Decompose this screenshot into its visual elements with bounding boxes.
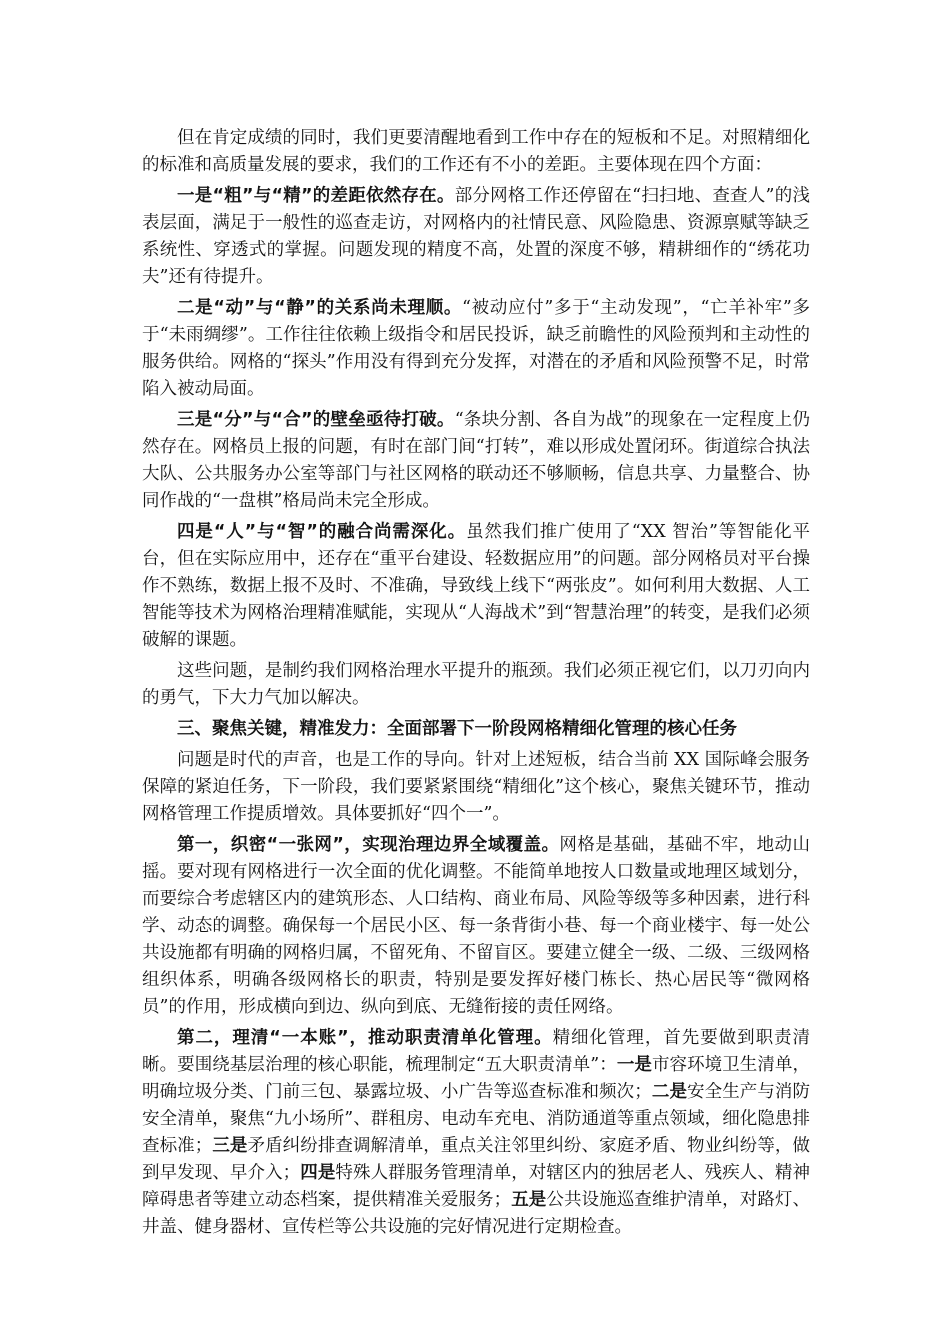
paragraph-task-two (142, 1025, 810, 1241)
paragraph-text: 虽然我们推广使用了“XX 智治”等智能化平台，但在实际应用中，还存在“重平台建设、轻数据应用”的问题。部分网格员对平台操作不熟练，数据上报不及时、不准确，导致线上线下“两张皮”。如何利用大数据、人工智能等技术为网格治理精准赋能，实现从“人海战术”到“智慧治理”的转变，是我们必须破解的课题。 (142, 522, 810, 650)
paragraph-task-one (142, 832, 810, 1021)
document-page (142, 125, 810, 1245)
paragraph-point-four (142, 519, 810, 654)
paragraph-lead: 第二，理清“一本账”，推动职责清单化管理。 (177, 1028, 553, 1048)
paragraph-text: 精细化管理，首先要做到职责清晰。要围绕基层治理的核心职能，梳理制定“五大职责清单”： (142, 1028, 810, 1075)
paragraph-lead: 第一，织密“一张网”，实现治理边界全域覆盖。 (177, 835, 560, 855)
paragraph-text: 问题是时代的声音，也是工作的导向。针对上述短板，结合当前 XX 国际峰会服务保障的紧迫任务，下一阶段，我们要紧紧围绕“精细化”这个核心，聚焦关键环节，推动网格管理工作提质增效。具体要抓好“四个一”。 (142, 750, 810, 824)
paragraph-lead: 一是“粗”与“精”的差距依然存在。 (177, 186, 455, 206)
paragraph-text: 特殊人群服务管理清单，对辖区内的独居老人、残疾人、精神障碍患者等建立动态档案，提供精准关爱服务； (142, 1163, 811, 1210)
paragraph-text: 但在肯定成绩的同时，我们更要清醒地看到工作中存在的短板和不足。对照精细化的标准和高质量发展的要求，我们的工作还有不小的差距。主要体现在四个方面： (142, 128, 810, 175)
paragraph-lead: 二是“动”与“静”的关系尚未理顺。 (177, 298, 463, 318)
paragraph-text: “被动应付”多于“主动发现”，“亡羊补牢”多于“未雨绸缪”。工作往往依赖上级指令和居民投诉，缺乏前瞻性的风险预判和主动性的服务供给。网格的“探头”作用没有得到充分发挥，对潜在的矛盾和风险预警不足，时常陷入被动局面。 (142, 298, 810, 399)
list-marker: 五是 (511, 1190, 547, 1210)
paragraph-text: 这些问题，是制约我们网格治理水平提升的瓶颈。我们必须正视它们，以刀刃向内的勇气，下大力气加以解决。 (142, 661, 810, 708)
heading-text: 三、聚焦关键，精准发力：全面部署下一阶段网格精细化管理的核心任务 (177, 719, 737, 739)
list-marker: 二是 (651, 1082, 688, 1102)
paragraph-text: 矛盾纠纷排查调解清单，重点关注邻里纠纷、家庭矛盾、物业纠纷等，做到早发现、早介入； (142, 1136, 811, 1183)
paragraph-section-intro (142, 747, 810, 828)
paragraph-point-two (142, 295, 810, 403)
paragraph-point-one (142, 183, 810, 291)
paragraph-text: “条块分割、各自为战”的现象在一定程度上仍然存在。网格员上报的问题，有时在部门间“打转”，难以形成处置闭环。街道综合执法大队、公共服务办公室等部门与社区网格的联动还不够顺畅，信息共享、力量整合、协同作战的“一盘棋”格局尚未完全形成。 (142, 410, 810, 511)
paragraph-lead: 四是“人”与“智”的融合尚需深化。 (177, 522, 467, 542)
paragraph-point-three (142, 407, 810, 515)
paragraph-text: 部分网格工作还停留在“扫扫地、查查人”的浅表层面，满足于一般性的巡查走访，对网格内的社情民意、风险隐患、资源禀赋等缺乏系统性、穿透式的掌握。问题发现的精度不高，处置的深度不够，精耕细作的“绣花功夫”还有待提升。 (142, 186, 810, 287)
paragraph-text: 网格是基础，基础不牢，地动山摇。要对现有网格进行一次全面的优化调整。不能简单地按人口数量或地理区域划分，而要综合考虑辖区内的建筑形态、人口结构、商业布局、风险等级等多种因素，进行科学、动态的调整。确保每一个居民小区、每一条背街小巷、每一个商业楼宇、每一处公共设施都有明确的网格归属，不留死角、不留盲区。要建立健全一级、二级、三级网格组织体系，明确各级网格长的职责，特别是要发挥好楼门栋长、热心居民等“微网格员”的作用，形成横向到边、纵向到底、无缝衔接的责任网络。 (142, 835, 810, 1017)
paragraph-lead: 三是“分”与“合”的壁垒亟待打破。 (177, 410, 455, 430)
list-marker: 一是 (616, 1055, 652, 1075)
paragraph-text: 公共设施巡查维护清单，对路灯、井盖、健身器材、宣传栏等公共设施的完好情况进行定期检查。 (142, 1190, 811, 1237)
paragraph-summary (142, 658, 810, 712)
list-marker: 三是 (212, 1136, 248, 1156)
paragraph-intro (142, 125, 810, 179)
paragraph-text: 市容环境卫生清单，明确垃圾分类、门前三包、暴露垃圾、小广告等巡查标准和频次； (142, 1055, 810, 1102)
paragraph-text: 安全生产与消防安全清单，聚焦“九小场所”、群租房、电动车充电、消防通道等重点领域，细化隐患排查标准； (142, 1082, 811, 1156)
list-marker: 四是 (300, 1163, 336, 1183)
section-heading-three (142, 716, 810, 743)
